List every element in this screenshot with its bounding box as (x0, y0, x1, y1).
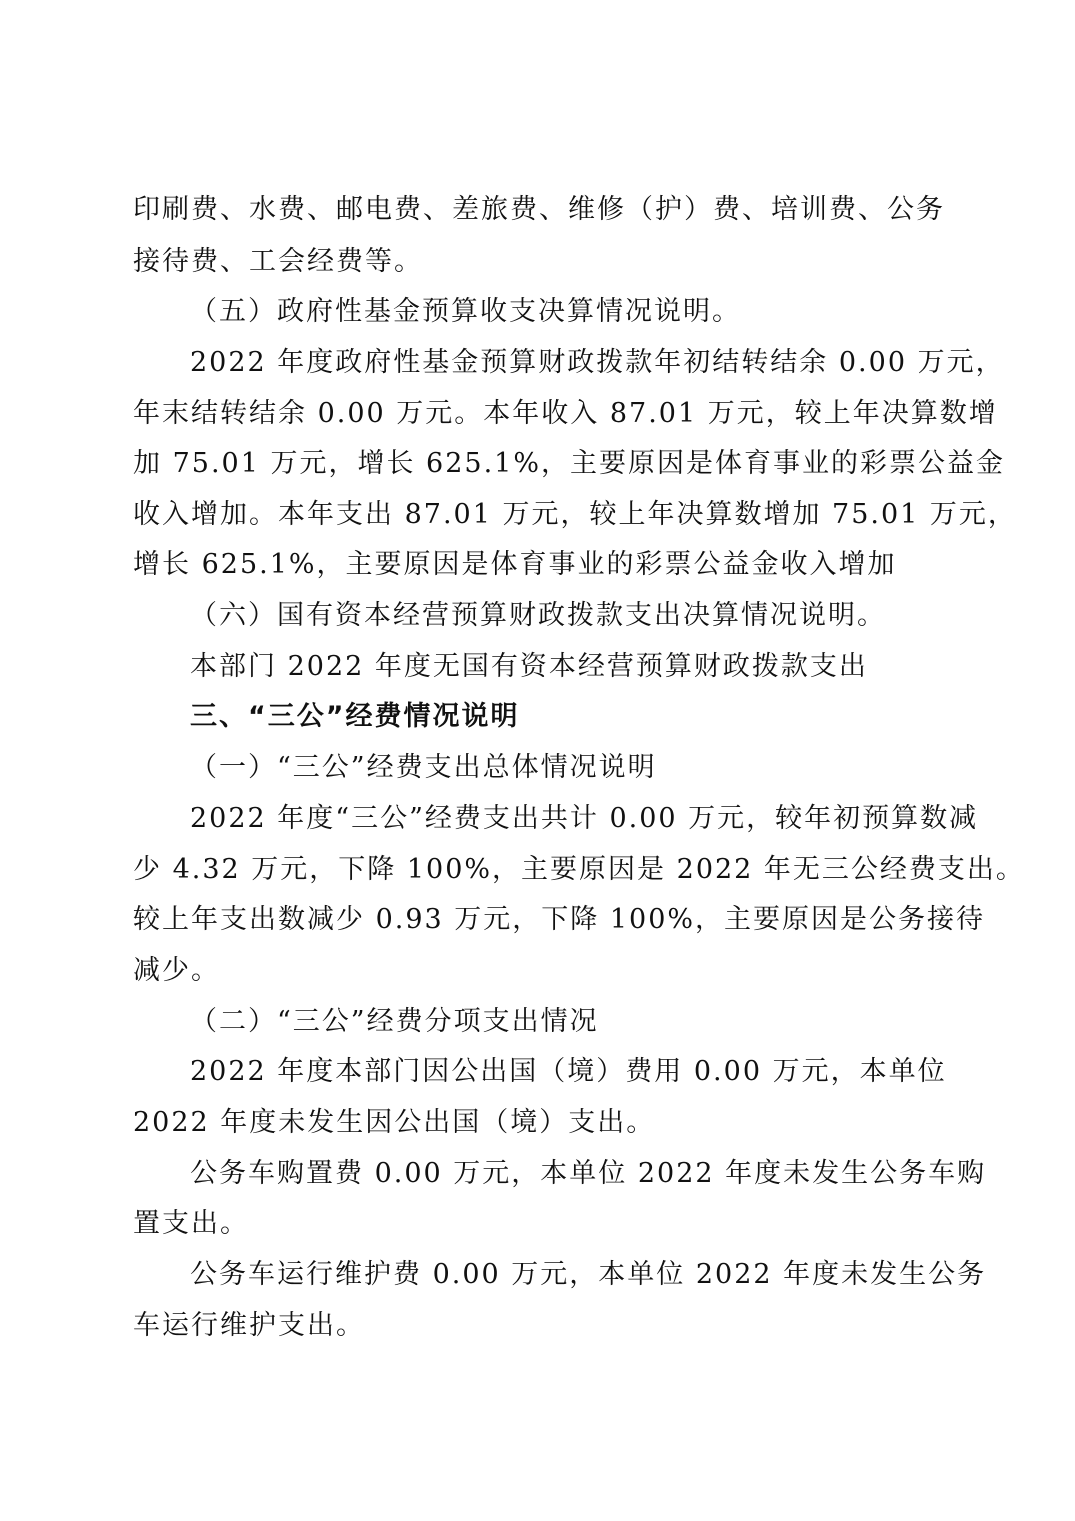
paragraph-line: 接待费、工会经费等。 (133, 246, 423, 277)
subsection-heading-two: （二）“三公”经费分项支出情况 (190, 1006, 599, 1037)
paragraph-line: 2022 年度政府性基金预算财政拨款年初结转结余 0.00 万元， (190, 347, 1005, 378)
paragraph-line: 2022 年度本部门因公出国（境）费用 0.00 万元，本单位 (190, 1056, 947, 1087)
paragraph-line: 增长 625.1%，主要原因是体育事业的彩票公益金收入增加 (133, 549, 897, 580)
paragraph-line: 较上年支出数减少 0.93 万元，下降 100%，主要原因是公务接待 (133, 904, 986, 935)
paragraph-line: 少 4.32 万元，下降 100%，主要原因是 2022 年无三公经费支出。 (133, 854, 1025, 885)
subsection-heading-one: （一）“三公”经费支出总体情况说明 (190, 752, 657, 783)
paragraph-line: 车运行维护支出。 (133, 1310, 365, 1341)
paragraph-line: 2022 年度“三公”经费支出共计 0.00 万元，较年初预算数减 (190, 803, 979, 834)
paragraph-line: 置支出。 (133, 1208, 249, 1239)
section-heading-six: （六）国有资本经营预算财政拨款支出决算情况说明。 (190, 600, 886, 631)
paragraph-line: 加 75.01 万元，增长 625.1%，主要原因是体育事业的彩票公益金 (133, 448, 1005, 479)
section-heading-three: 三、“三公”经费情况说明 (190, 701, 520, 732)
paragraph-line: 收入增加。本年支出 87.01 万元，较上年决算数增加 75.01 万元， (133, 499, 1017, 530)
paragraph-line: 年末结转结余 0.00 万元。本年收入 87.01 万元，较上年决算数增 (133, 398, 998, 429)
paragraph-line: 公务车运行维护费 0.00 万元，本单位 2022 年度未发生公务 (190, 1259, 987, 1290)
paragraph-line: 本部门 2022 年度无国有资本经营预算财政拨款支出 (190, 651, 868, 682)
paragraph-line: 减少。 (133, 955, 220, 986)
section-heading-five: （五）政府性基金预算收支决算情况说明。 (190, 296, 741, 327)
paragraph-line: 公务车购置费 0.00 万元，本单位 2022 年度未发生公务车购 (190, 1158, 987, 1189)
paragraph-line: 印刷费、水费、邮电费、差旅费、维修（护）费、培训费、公务 (133, 194, 945, 225)
paragraph-line: 2022 年度未发生因公出国（境）支出。 (133, 1107, 656, 1138)
